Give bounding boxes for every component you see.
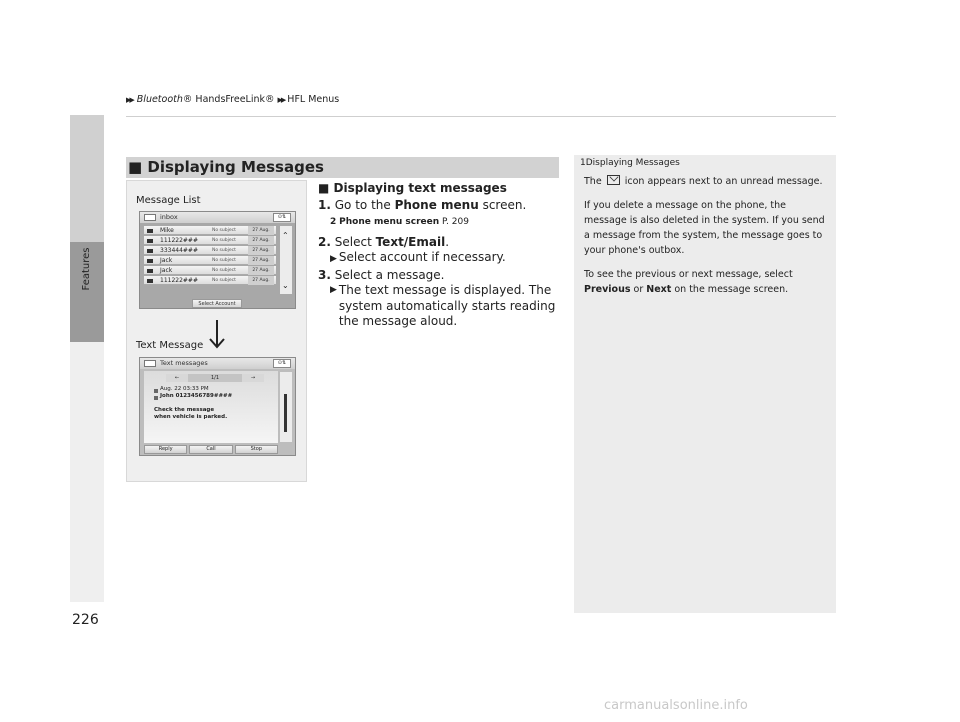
- step-text: Select: [334, 234, 376, 249]
- previous-label: Previous: [584, 284, 631, 295]
- phone-icon: [144, 214, 156, 221]
- message-row[interactable]: [144, 276, 276, 285]
- note-paragraph-3: [584, 267, 830, 297]
- section-title: ■ Displaying Messages: [126, 157, 559, 178]
- step-number: 2.: [318, 234, 331, 249]
- message-subject: No subject: [212, 278, 236, 283]
- message-row[interactable]: [144, 236, 276, 245]
- status-icon: ⊙⇅: [273, 213, 291, 222]
- step-3-substep: [318, 283, 558, 330]
- message-sender: 333444###: [160, 247, 198, 254]
- subsection-heading: ■ Displaying text messages: [318, 181, 507, 195]
- scrollbar[interactable]: [280, 372, 292, 442]
- phone-icon: [144, 360, 156, 367]
- envelope-icon: [147, 229, 153, 233]
- call-button[interactable]: Call: [189, 445, 232, 454]
- note-body: [584, 174, 830, 306]
- step-text: Go to the: [334, 197, 395, 212]
- note-text: To see the previous or next message, select: [584, 269, 793, 280]
- note-number: 1: [580, 158, 586, 168]
- message-sender: 111222###: [160, 237, 198, 244]
- message-row[interactable]: [144, 256, 276, 265]
- message-subject: No subject: [212, 238, 236, 243]
- figure-label-message-list: Message List: [136, 195, 201, 206]
- stop-button[interactable]: Stop: [235, 445, 278, 454]
- step-text: screen.: [478, 197, 527, 212]
- step-2-substep: [318, 250, 558, 268]
- message-subject: No subject: [212, 268, 236, 273]
- envelope-icon: [147, 279, 153, 283]
- note-text: The: [584, 176, 602, 187]
- message-sender: Mike: [160, 227, 174, 234]
- envelope-icon: [607, 175, 620, 185]
- next-button[interactable]: →: [242, 374, 264, 382]
- screen-title: Text messages: [160, 359, 208, 367]
- step-text: Select a message.: [334, 267, 445, 282]
- note-text: icon appears next to an unread message.: [624, 176, 823, 187]
- message-date: Aug. 22 03:33 PM: [160, 386, 209, 392]
- message-date: 27 Aug.: [248, 226, 274, 235]
- step-bold: Phone menu: [394, 197, 479, 212]
- envelope-icon: [147, 259, 153, 263]
- step-bold: Text/Email: [375, 234, 446, 249]
- message-date: 27 Aug.: [248, 256, 274, 265]
- scroll-up-icon[interactable]: ⌃: [282, 231, 289, 240]
- envelope-icon: [147, 239, 153, 243]
- previous-button[interactable]: ←: [166, 374, 188, 382]
- message-subject: No subject: [212, 228, 236, 233]
- note-title: Displaying Messages: [585, 158, 680, 168]
- select-account-button[interactable]: Select Account: [192, 299, 242, 308]
- message-row[interactable]: [144, 246, 276, 255]
- step-3: [318, 268, 558, 284]
- note-text: or: [630, 284, 647, 295]
- cross-reference[interactable]: [318, 215, 558, 231]
- message-text-line2: when vehicle is parked.: [154, 414, 228, 420]
- step-number: 3.: [318, 267, 331, 282]
- message-subject: No subject: [212, 258, 236, 263]
- page-number: 226: [72, 612, 99, 628]
- step-text: .: [445, 234, 450, 249]
- message-sender: Jack: [160, 257, 173, 264]
- scroll-thumb[interactable]: [284, 394, 287, 432]
- message-sender: Jack: [160, 267, 173, 274]
- page-indicator: 1/1: [210, 375, 220, 381]
- envelope-icon: [147, 249, 153, 253]
- text-message-screen: [139, 357, 296, 456]
- message-subject: No subject: [212, 248, 236, 253]
- message-date: 27 Aug.: [248, 236, 274, 245]
- person-icon: [154, 396, 158, 400]
- message-row[interactable]: [144, 266, 276, 275]
- message-action-buttons: [144, 445, 278, 454]
- screen-title: inbox: [160, 213, 178, 221]
- triangle-icon: ▶: [330, 285, 337, 295]
- figure-label-text-message: Text Message: [136, 340, 204, 351]
- message-sender: 111222###: [160, 277, 198, 284]
- side-tab-top: [70, 115, 104, 242]
- next-label: Next: [646, 284, 672, 295]
- note-paragraph-1: [584, 174, 830, 189]
- step-number: 1.: [318, 197, 331, 212]
- reference-title: Phone menu screen: [339, 217, 440, 227]
- step-1: [318, 198, 558, 214]
- envelope-icon: [147, 269, 153, 273]
- message-sender: John 0123456789####: [160, 393, 233, 399]
- message-text-line1: Check the message: [154, 407, 215, 413]
- watermark: carmanualsonline.info: [604, 698, 748, 713]
- message-list-screen: [139, 211, 296, 309]
- breadcrumb-separator-icon: ▶▶: [277, 96, 285, 104]
- breadcrumb: [126, 94, 339, 105]
- message-date: 27 Aug.: [248, 276, 274, 285]
- header-rule: [126, 116, 836, 117]
- message-row[interactable]: [144, 226, 276, 235]
- screen-title-bar: [140, 212, 295, 223]
- note-paragraph-2: If you delete a message on the phone, the message is also deleted in the system. If you send a message from the system, the message goes to your phone's outbox.: [584, 200, 825, 256]
- main-content: [318, 181, 558, 330]
- screen-title-bar: [140, 358, 295, 369]
- substep-text: The text message is displayed. The system automatically starts reading the message aloud.: [338, 283, 556, 328]
- reference-page: P. 209: [439, 217, 469, 227]
- scrollbar[interactable]: [280, 226, 292, 294]
- breadcrumb-arrow-icon: ▶▶: [126, 96, 133, 104]
- status-icon: ⊙⇅: [273, 359, 291, 368]
- breadcrumb-hfl-menus[interactable]: HFL Menus: [287, 94, 340, 105]
- triangle-icon: ▶: [330, 254, 337, 264]
- breadcrumb-bluetooth[interactable]: Bluetooth: [136, 94, 183, 105]
- side-tab-bottom: [70, 342, 104, 602]
- message-date: 27 Aug.: [248, 266, 274, 275]
- down-arrow-icon: [205, 318, 229, 350]
- scroll-down-icon[interactable]: ⌄: [282, 281, 289, 290]
- note-heading: [580, 158, 680, 168]
- message-date: 27 Aug.: [248, 246, 274, 255]
- substep-text: Select account if necessary.: [338, 250, 506, 264]
- note-text: on the message screen.: [671, 284, 789, 295]
- reference-icon: 2: [330, 217, 337, 227]
- message-pager: [166, 374, 264, 382]
- clock-icon: [154, 389, 158, 393]
- breadcrumb-hfl[interactable]: ® HandsFreeLink®: [182, 94, 275, 105]
- reply-button[interactable]: Reply: [144, 445, 187, 454]
- step-2: [318, 235, 558, 251]
- side-tab-label: Features: [81, 247, 92, 291]
- message-body: [144, 371, 278, 443]
